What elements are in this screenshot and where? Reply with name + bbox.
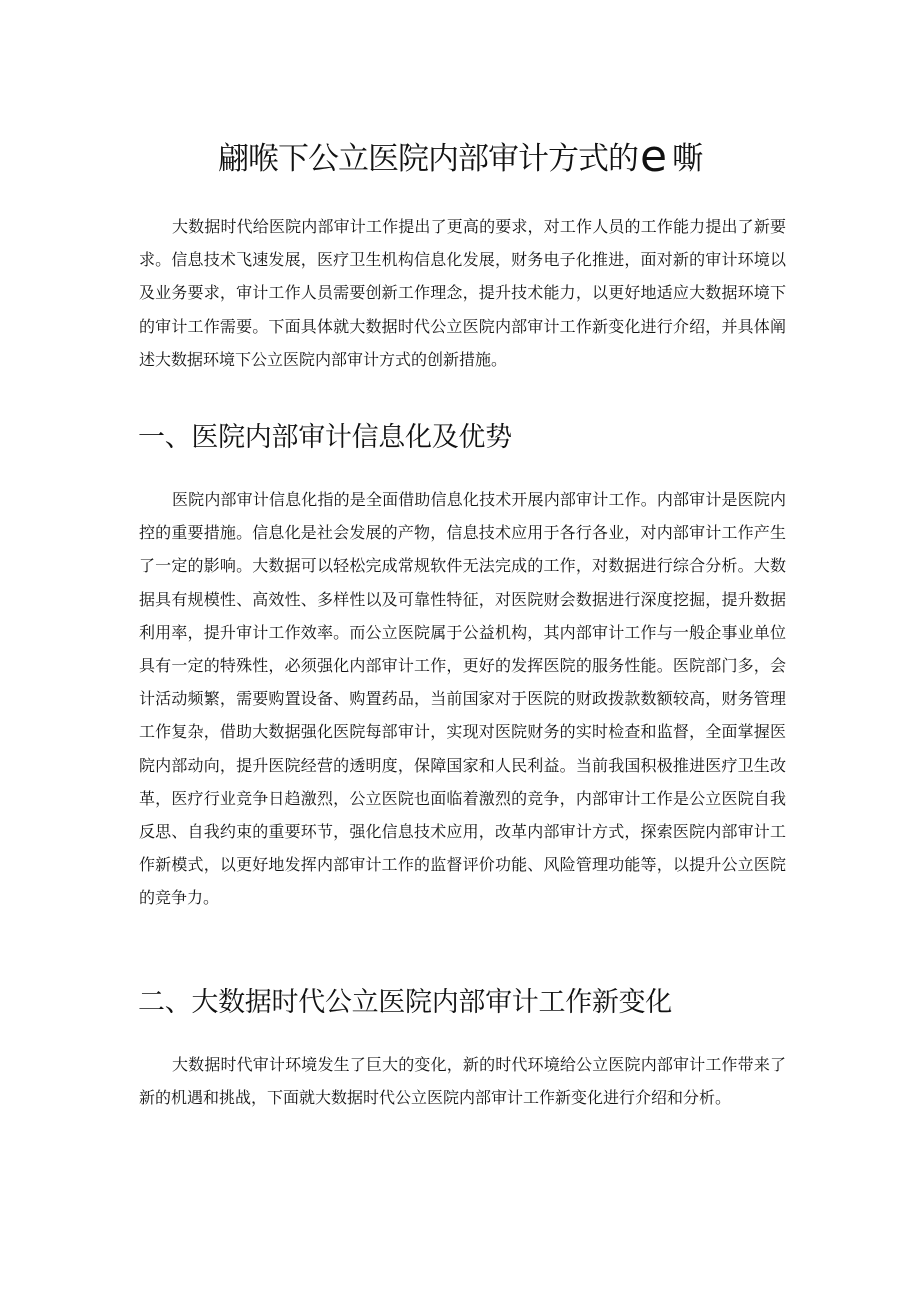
section-1-heading: 一、医院内部审计信息化及优势 — [138, 422, 512, 453]
title-tail: 嘶 — [672, 141, 703, 177]
section-1-paragraph: 医院内部审计信息化指的是全面借助信息化技术开展内部审计工作。内部审计是医院内控的重要措施。信息化是社会发展的产物，信息技术应用于各行各业，对内部审计工作产生了一定的影响。大数据可以轻松完成常规软件无法完成的工作，对数据进行综合分析。大数据具有规模性、高效性、多样性以及可靠性特征，对医院财会数据进行深度挖掘，提升数据利用率，提升审计工作效率。而公立医院属于公益机构，其内部审计工作与一般企事业单位具有一定的特殊性，必须强化内部审计工作，更好的发挥医院的服务性能。医院部门多，会计活动频繁，需要购置设备、购置药品，当前国家对于医院的财政拨款数额较高，财务管理工作复杂，借助大数据强化医院每部审计，实现对医院财务的实时检查和监督，全面掌握医院内部动向，提升医院经营的透明度，保障国家和人民利益。当前我国积极推进医疗卫生改革，医疗行业竞争日趋激烈，公立医院也面临着激烈的竞争，内部审计工作是公立医院自我反思、自我约束的重要环节，强化信息技术应用，改革内部审计方式，探索医院内部审计工作新模式，以更好地发挥内部审计工作的监督评价功能、风险管理功能等，以提升公立医院的竞争力。 — [139, 490, 786, 908]
title-glyph: e — [640, 131, 667, 182]
section-2-heading: 二、大数据时代公立医院内部审计工作新变化 — [138, 987, 672, 1018]
document-title — [218, 133, 778, 185]
section-2-paragraph: 大数据时代审计环境发生了巨大的变化，新的时代环境给公立医院内部审计工作带来了新的机遇和挑战，下面就大数据时代公立医院内部审计工作新变化进行介绍和分析。 — [139, 1055, 786, 1108]
title-text: 翩喉下公立医院内部审计方式的 — [218, 141, 638, 177]
intro-paragraph: 大数据时代给医院内部审计工作提出了更高的要求，对工作人员的工作能力提出了新要求。信息技术飞速发展，医疗卫生机构信息化发展，财务电子化推进，面对新的审计环境以及业务要求，审计工作人员需要创新工作理念，提升技术能力，以更好地适应大数据环境下的审计工作需要。下面具体就大数据时代公立医院内部审计工作新变化进行介绍，并具体阐述大数据环境下公立医院内部审计方式的创新措施。 — [139, 217, 786, 369]
